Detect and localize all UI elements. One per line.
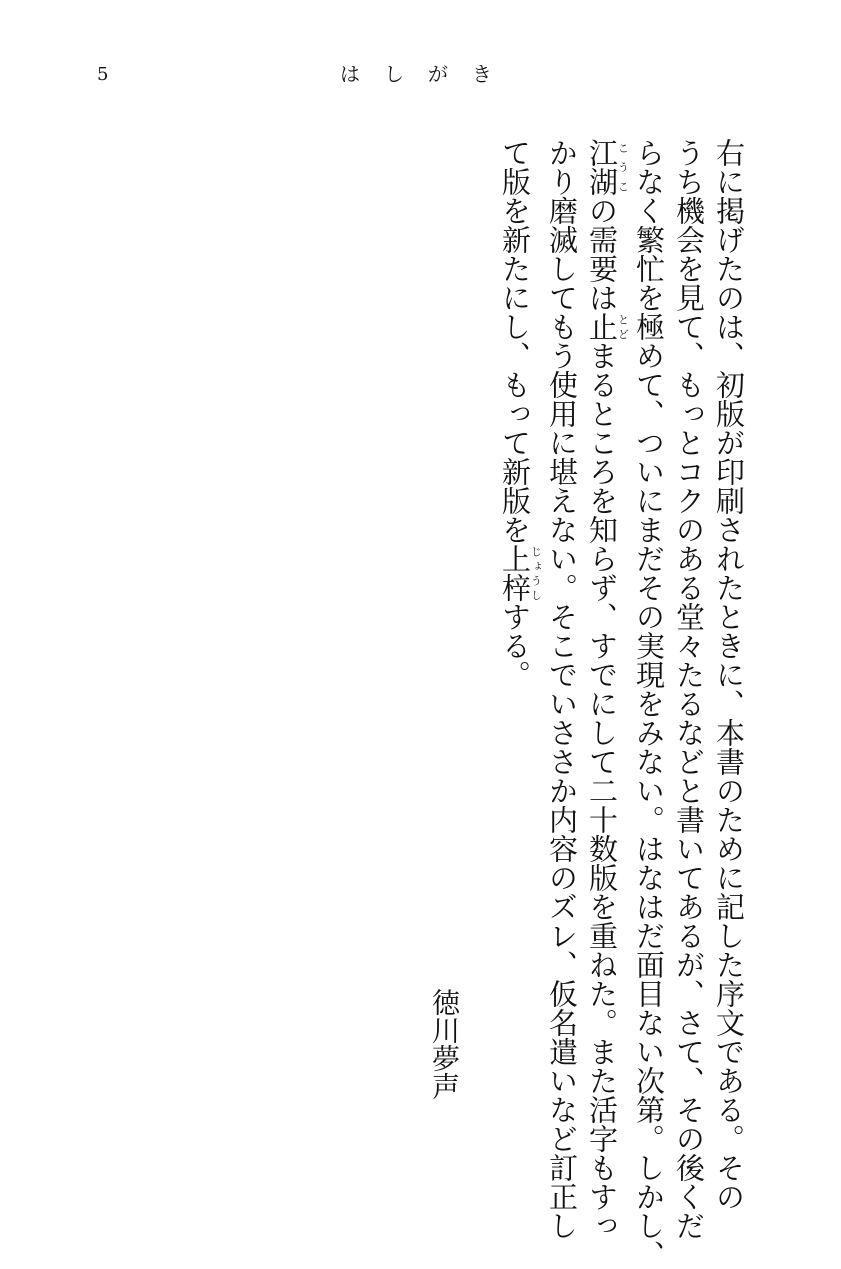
text-segment: らなく繁忙を極めて、ついにまだその実現をみない。はなはだ面目ない次第。しかし、	[632, 138, 666, 1269]
text-line	[542, 138, 582, 1240]
text-segment: て版を新たにし、もって新版を	[498, 138, 532, 544]
text-line	[629, 138, 669, 1269]
text-segment: する。	[498, 602, 532, 689]
text-segment: 右に掲げたのは、初版が印刷されたときに、本書のために記した序文である。その	[712, 138, 746, 1211]
text-segment: うち機会を見て、もっとコクのある堂々たるなどと書いてあるが、さて、その後くだ	[672, 138, 706, 1240]
running-head-title: はしがき	[340, 62, 516, 86]
text-segment: まるところを知らず、すでにして二十数版を重ねた。また活字もすっ	[585, 341, 619, 1240]
text-segment: の需要は	[585, 196, 619, 312]
ruby-annotated-word	[585, 138, 630, 196]
ruby-base: 上梓	[498, 544, 532, 602]
text-segment: かり磨滅してもう使用に堪えない。そこでいささか内容のズレ、仮名遣いなど訂正し	[545, 138, 579, 1240]
text-line	[582, 138, 630, 1240]
author-signature: 徳川夢声	[428, 988, 461, 1100]
ruby-annotated-word	[498, 544, 543, 602]
page-number: 5	[97, 64, 109, 85]
preface-body-text	[495, 138, 749, 1269]
text-line	[709, 138, 749, 1211]
text-line	[669, 138, 709, 1240]
ruby-base: 江湖	[585, 138, 619, 196]
ruby-reading: とど	[616, 312, 630, 341]
ruby-base: 止	[585, 312, 619, 341]
ruby-annotated-word	[585, 312, 630, 341]
ruby-reading: じょうし	[529, 544, 543, 602]
ruby-reading: こうこ	[616, 138, 630, 196]
text-line	[495, 138, 542, 1098]
